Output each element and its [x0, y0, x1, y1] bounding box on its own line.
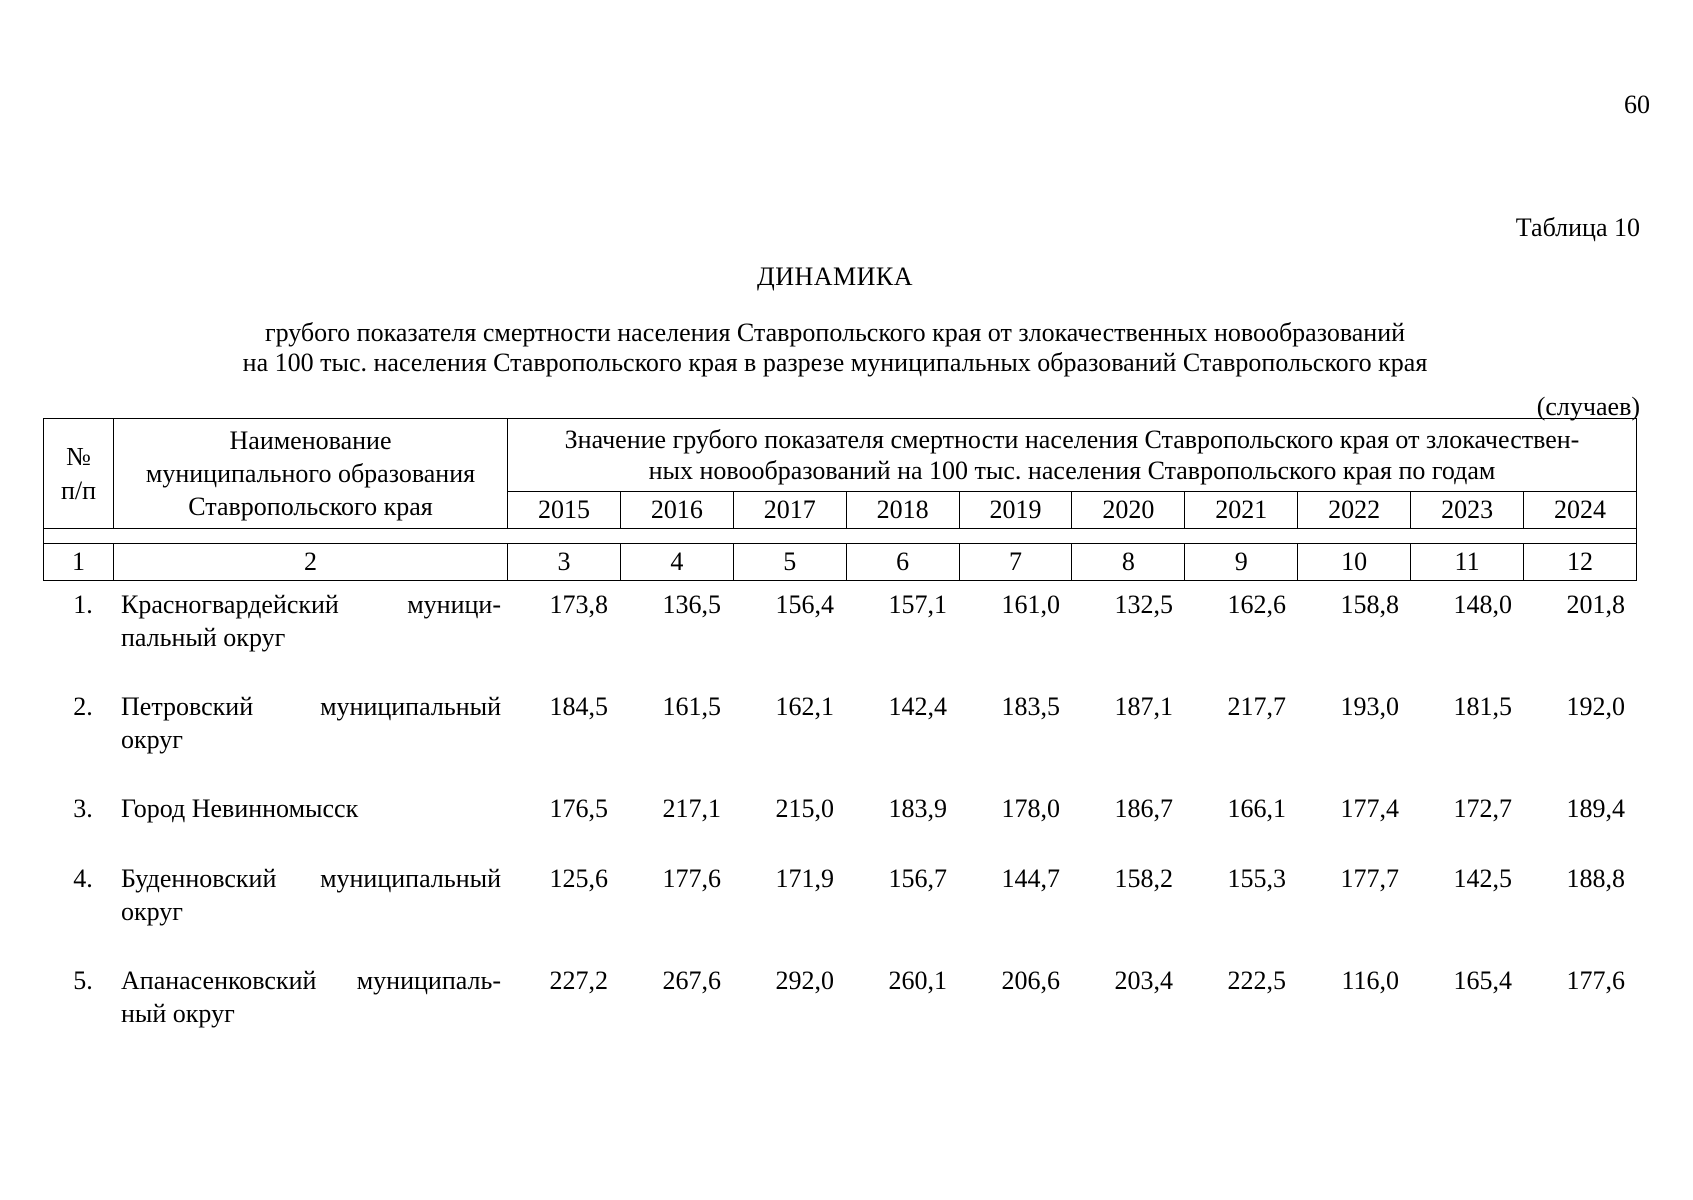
header-year-cell: 2020 [1072, 492, 1185, 529]
header-number-cell [44, 419, 114, 529]
municipality-name: Красногвардейский муници-пальный округ [121, 590, 501, 652]
value-cell: 206,6 [1001, 966, 1060, 995]
value-cell: 144,7 [1001, 864, 1060, 893]
column-number-cell: 1 [44, 544, 114, 581]
value-cell: 172,7 [1453, 794, 1512, 823]
header-year-cell: 2019 [959, 492, 1072, 529]
municipality-name: Буденновский муниципальный округ [121, 864, 501, 926]
row-number: 2. [73, 692, 93, 721]
value-cell: 162,1 [775, 692, 834, 721]
value-cell: 158,8 [1340, 590, 1399, 619]
table-header [43, 418, 1637, 581]
header-group-line-1: Значение грубого показателя смертности населения Ставропольского края от злокачествен- [564, 425, 1580, 454]
value-cell: 183,5 [1001, 692, 1060, 721]
table-row [43, 964, 1637, 1066]
column-number-cell: 7 [959, 544, 1072, 581]
row-number: 4. [73, 864, 93, 893]
value-cell: 142,4 [888, 692, 947, 721]
value-cell: 177,4 [1340, 794, 1399, 823]
header-number-line-1: № [66, 441, 91, 471]
value-cell: 193,0 [1340, 692, 1399, 721]
column-number-cell: 3 [508, 544, 621, 581]
units-label: (случаев) [1536, 392, 1640, 421]
value-cell: 148,0 [1453, 590, 1512, 619]
column-number-cell: 8 [1072, 544, 1185, 581]
value-cell: 165,4 [1453, 966, 1512, 995]
subtitle-line-2: на 100 тыс. населения Ставропольского края в разрезе муниципальных образований Ставропольского края [242, 348, 1428, 377]
value-cell: 156,4 [775, 590, 834, 619]
header-year-cell: 2024 [1524, 492, 1637, 529]
document-title: ДИНАМИКА [756, 262, 914, 291]
value-cell: 177,7 [1340, 864, 1399, 893]
value-cell: 215,0 [775, 794, 834, 823]
value-cell: 142,5 [1453, 864, 1512, 893]
table-row [43, 690, 1637, 792]
column-number-cell: 10 [1298, 544, 1411, 581]
value-cell: 203,4 [1114, 966, 1173, 995]
subtitle-line-1: грубого показателя смертности населения Ставропольского края от злокачественных новообразований [264, 318, 1406, 347]
header-name-cell [114, 419, 508, 529]
table-row [43, 588, 1637, 690]
value-cell: 184,5 [549, 692, 608, 721]
value-cell: 222,5 [1227, 966, 1286, 995]
value-cell: 173,8 [549, 590, 608, 619]
data-body [43, 588, 1637, 1066]
row-number: 1. [73, 590, 93, 619]
municipality-name: Город Невинномысск [121, 794, 359, 823]
column-number-cell: 6 [846, 544, 959, 581]
header-values-group [508, 419, 1637, 492]
value-cell: 192,0 [1566, 692, 1625, 721]
header-year-cell: 2018 [846, 492, 959, 529]
header-number-line-2: п/п [60, 475, 97, 505]
value-cell: 187,1 [1114, 692, 1173, 721]
column-number-cell: 4 [620, 544, 733, 581]
column-number-cell: 2 [114, 544, 508, 581]
value-cell: 227,2 [549, 966, 608, 995]
table-row [43, 862, 1637, 964]
value-cell: 260,1 [888, 966, 947, 995]
header-year-cell: 2021 [1185, 492, 1298, 529]
value-cell: 177,6 [1566, 966, 1625, 995]
value-cell: 125,6 [549, 864, 608, 893]
column-number-cell: 5 [733, 544, 846, 581]
value-cell: 178,0 [1001, 794, 1060, 823]
value-cell: 157,1 [888, 590, 947, 619]
value-cell: 186,7 [1114, 794, 1173, 823]
column-number-cell: 12 [1524, 544, 1637, 581]
value-cell: 161,5 [662, 692, 721, 721]
document-subtitle [0, 318, 1670, 378]
value-cell: 136,5 [662, 590, 721, 619]
table-row [43, 792, 1637, 862]
value-cell: 189,4 [1566, 794, 1625, 823]
header-year-cell: 2017 [733, 492, 846, 529]
row-number: 5. [73, 966, 93, 995]
value-cell: 166,1 [1227, 794, 1286, 823]
header-group-line-2: ных новообразований на 100 тыс. населения Ставропольского края по годам [648, 456, 1496, 485]
header-spacer [44, 529, 1637, 544]
header-name-line-2: муниципального образования [145, 459, 476, 488]
value-cell: 188,8 [1566, 864, 1625, 893]
table-label: Таблица 10 [1515, 213, 1640, 242]
value-cell: 217,7 [1227, 692, 1286, 721]
column-numbers-row [44, 544, 1637, 581]
value-cell: 132,5 [1114, 590, 1173, 619]
header-year-cell: 2022 [1298, 492, 1411, 529]
value-cell: 155,3 [1227, 864, 1286, 893]
value-cell: 267,6 [662, 966, 721, 995]
value-cell: 217,1 [662, 794, 721, 823]
header-name-line-1: Наименование [229, 426, 392, 455]
value-cell: 161,0 [1001, 590, 1060, 619]
value-cell: 162,6 [1227, 590, 1286, 619]
value-cell: 183,9 [888, 794, 947, 823]
value-cell: 292,0 [775, 966, 834, 995]
header-year-cell: 2016 [620, 492, 733, 529]
value-cell: 116,0 [1341, 966, 1399, 995]
column-number-cell: 9 [1185, 544, 1298, 581]
value-cell: 177,6 [662, 864, 721, 893]
value-cell: 181,5 [1453, 692, 1512, 721]
data-table [43, 588, 1637, 1066]
column-number-cell: 11 [1411, 544, 1524, 581]
page-number: 60 [1624, 90, 1650, 119]
header-year-cell: 2015 [508, 492, 621, 529]
value-cell: 176,5 [549, 794, 608, 823]
value-cell: 158,2 [1114, 864, 1173, 893]
row-number: 3. [73, 794, 93, 823]
municipality-name: Петровский муниципальный округ [121, 692, 501, 754]
value-cell: 156,7 [888, 864, 947, 893]
header-name-line-3: Ставропольского края [188, 492, 433, 521]
value-cell: 201,8 [1566, 590, 1625, 619]
header-year-cell: 2023 [1411, 492, 1524, 529]
value-cell: 171,9 [775, 864, 834, 893]
municipality-name: Апанасенковский муниципаль-ный округ [121, 966, 501, 1028]
